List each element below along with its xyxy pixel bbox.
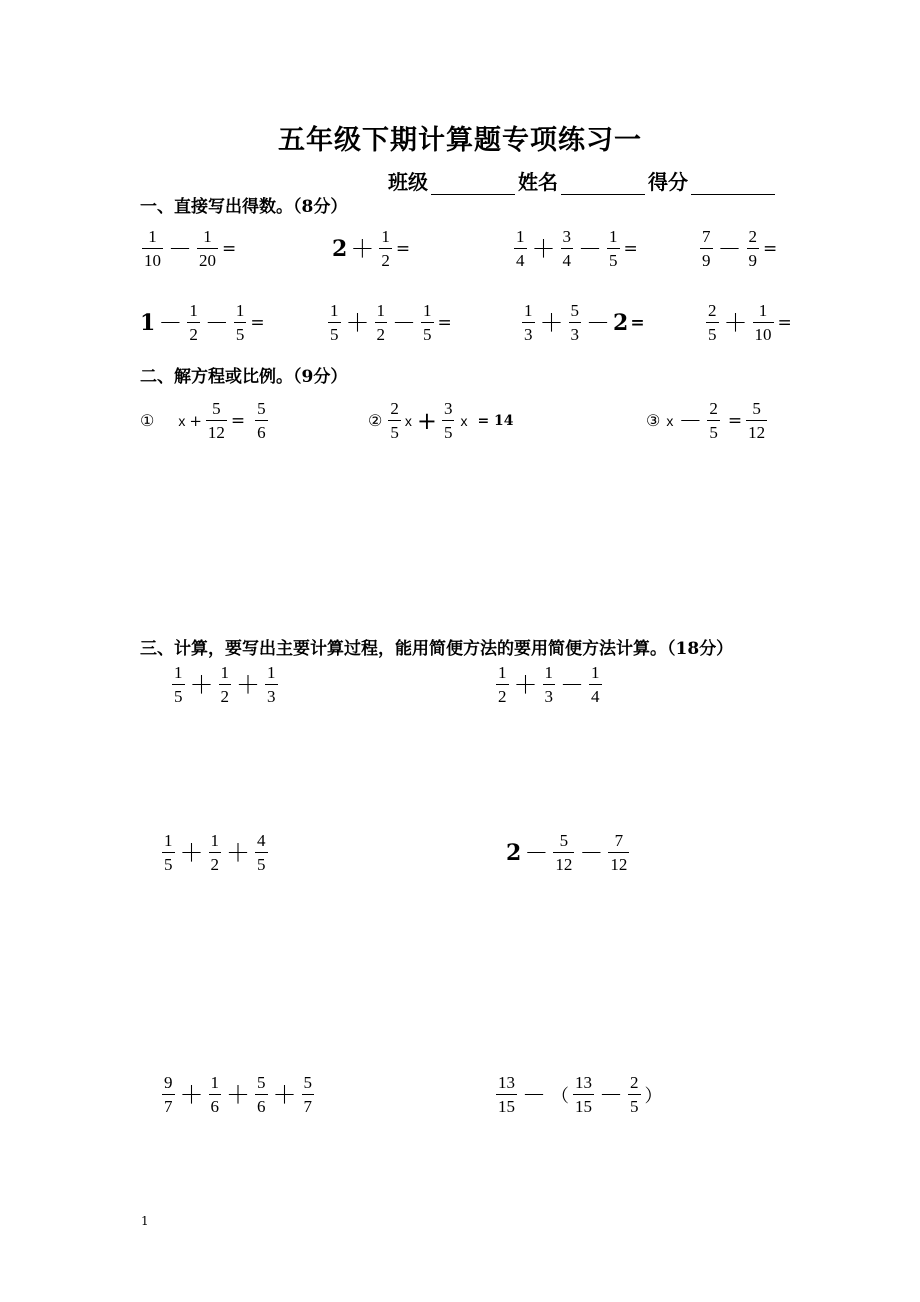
left-paren: （ bbox=[551, 1085, 569, 1107]
score-blank[interactable] bbox=[691, 174, 775, 195]
operator: － bbox=[560, 670, 584, 699]
operator: ＋ bbox=[350, 234, 375, 263]
student-info bbox=[388, 166, 778, 195]
name-label: 姓名 bbox=[518, 170, 558, 194]
operator: ＋ bbox=[189, 670, 214, 699]
fraction: $\frac{1}{2}$ bbox=[210, 831, 219, 874]
equals: = bbox=[763, 238, 778, 259]
fraction: $\frac{13}{15}$ bbox=[575, 1073, 592, 1116]
integer: 2 bbox=[332, 235, 348, 262]
problem-1-2 bbox=[332, 228, 410, 269]
operator: ＋ bbox=[179, 838, 204, 867]
fraction: $\frac{5}{6}$ bbox=[257, 1073, 266, 1116]
integer: 1 bbox=[140, 309, 156, 336]
problem-1-1 bbox=[140, 228, 236, 269]
equals: = bbox=[630, 312, 645, 333]
fraction: $\frac{1}{5}$ bbox=[609, 227, 618, 270]
fraction: $\frac{7}{12}$ bbox=[610, 831, 628, 874]
equals: = bbox=[437, 312, 452, 333]
fraction: $\frac{1}{5}$ bbox=[235, 301, 245, 344]
fraction: $\frac{1}{3}$ bbox=[524, 301, 533, 344]
fraction: $\frac{5}{3}$ bbox=[570, 301, 579, 344]
fraction: $\frac{3}{4}$ bbox=[562, 227, 571, 270]
fraction: $\frac{1}{2}$ bbox=[498, 663, 507, 706]
operator: － bbox=[599, 1080, 623, 1109]
operator: + bbox=[189, 411, 202, 430]
problem-1-5 bbox=[140, 302, 265, 343]
equals: = bbox=[230, 410, 246, 431]
operator: ＋ bbox=[723, 308, 748, 337]
equals: = bbox=[395, 238, 411, 259]
equals: = bbox=[623, 238, 638, 259]
problem-3-2 bbox=[494, 664, 604, 705]
operator: － bbox=[204, 308, 229, 337]
operator: ＋ bbox=[513, 670, 538, 699]
fraction: $\frac{1}{5}$ bbox=[330, 301, 339, 344]
operator: ＋ bbox=[531, 234, 556, 263]
fraction: $\frac{1}{5}$ bbox=[174, 663, 183, 706]
equals: = bbox=[222, 238, 237, 259]
name-blank[interactable] bbox=[561, 174, 645, 195]
operator: － bbox=[522, 1080, 546, 1109]
operator: － bbox=[158, 308, 183, 337]
operator: － bbox=[579, 838, 604, 867]
operator: + bbox=[416, 406, 437, 435]
operator: － bbox=[717, 234, 742, 263]
operator: － bbox=[578, 234, 602, 263]
variable: x bbox=[666, 412, 674, 429]
problem-2-3 bbox=[646, 400, 769, 441]
variable: x bbox=[404, 412, 412, 429]
fraction: $\frac{5}{12}$ bbox=[555, 831, 573, 874]
operator: ＋ bbox=[226, 838, 250, 867]
fraction: $\frac{2}{5}$ bbox=[708, 301, 717, 344]
problem-1-3 bbox=[512, 228, 638, 269]
fraction: $\frac{5}{6}$ bbox=[257, 399, 266, 442]
fraction: $\frac{7}{9}$ bbox=[702, 227, 711, 270]
problem-3-6 bbox=[494, 1074, 665, 1115]
fraction: $\frac{9}{7}$ bbox=[164, 1073, 173, 1116]
variable: x bbox=[460, 412, 468, 429]
fraction: $\frac{1}{10}$ bbox=[754, 301, 772, 344]
fraction: $\frac{4}{5}$ bbox=[257, 831, 266, 874]
page-number: 1 bbox=[141, 1214, 149, 1228]
fraction: $\frac{1}{3}$ bbox=[267, 663, 276, 706]
fraction: $\frac{5}{12}$ bbox=[748, 399, 766, 442]
equals: = bbox=[777, 312, 792, 333]
section3-heading: 三、计算，要写出主要计算过程，能用简便方法的要用简便方法计算。（18分） bbox=[140, 639, 734, 659]
operator: ＋ bbox=[272, 1080, 297, 1109]
fraction: $\frac{2}{5}$ bbox=[709, 399, 718, 442]
fraction: $\frac{2}{5}$ bbox=[390, 399, 399, 442]
section2-heading: 二、解方程或比例。（9分） bbox=[140, 367, 348, 387]
integer: 2 bbox=[613, 309, 629, 336]
fraction: $\frac{1}{2}$ bbox=[220, 663, 229, 706]
operator: ＋ bbox=[226, 1080, 250, 1109]
integer: 2 bbox=[506, 839, 522, 866]
problem-3-5 bbox=[160, 1074, 316, 1115]
operator: － bbox=[524, 838, 549, 867]
problem-3-3 bbox=[160, 832, 270, 873]
fraction: $\frac{2}{9}$ bbox=[748, 227, 757, 270]
marker: ② bbox=[368, 411, 383, 430]
fraction: $\frac{5}{12}$ bbox=[207, 399, 225, 442]
marker: ① bbox=[140, 411, 155, 430]
problem-1-6 bbox=[326, 302, 452, 343]
fraction: $\frac{1}{5}$ bbox=[423, 301, 432, 344]
operator: ＋ bbox=[236, 670, 260, 699]
problem-2-2 bbox=[368, 400, 514, 441]
right-paren: ） bbox=[644, 1085, 663, 1107]
fraction: $\frac{5}{7}$ bbox=[303, 1073, 312, 1116]
problem-1-7 bbox=[520, 302, 645, 343]
operator: ＋ bbox=[179, 1080, 204, 1109]
marker: ③ bbox=[646, 411, 661, 430]
fraction: $\frac{1}{2}$ bbox=[376, 301, 385, 344]
fraction: $\frac{1}{2}$ bbox=[189, 301, 198, 344]
fraction: $\frac{13}{15}$ bbox=[498, 1073, 515, 1116]
operator: － bbox=[168, 234, 192, 263]
equals: = bbox=[250, 312, 265, 333]
section1-heading: 一、直接写出得数。（8分） bbox=[140, 197, 348, 217]
fraction: $\frac{3}{5}$ bbox=[443, 399, 453, 442]
operator: － bbox=[586, 308, 610, 337]
fraction: $\frac{2}{5}$ bbox=[630, 1073, 639, 1116]
fraction: $\frac{1}{4}$ bbox=[516, 227, 525, 270]
fraction: $\frac{1}{4}$ bbox=[591, 663, 600, 706]
fraction: $\frac{1}{6}$ bbox=[210, 1073, 219, 1116]
equals: = 14 bbox=[477, 412, 514, 429]
problem-1-4 bbox=[698, 228, 777, 269]
operator: ＋ bbox=[539, 308, 564, 337]
fraction: $\frac{1}{20}$ bbox=[199, 227, 216, 270]
fraction: $\frac{1}{3}$ bbox=[544, 663, 553, 706]
problem-1-8 bbox=[704, 302, 792, 343]
page-title: 五年级下期计算题专项练习一 bbox=[278, 125, 642, 156]
class-label: 班级 bbox=[388, 170, 428, 194]
score-label: 得分 bbox=[648, 170, 688, 194]
problem-2-1 bbox=[140, 400, 270, 441]
problem-3-1 bbox=[170, 664, 280, 705]
operator: ＋ bbox=[345, 308, 370, 337]
equals: = bbox=[727, 410, 743, 431]
operator: － bbox=[392, 308, 416, 337]
fraction: $\frac{1}{10}$ bbox=[144, 227, 161, 270]
fraction: $\frac{1}{2}$ bbox=[381, 227, 390, 270]
class-blank[interactable] bbox=[431, 174, 515, 195]
problem-3-4 bbox=[506, 832, 631, 873]
variable: x bbox=[178, 412, 186, 429]
operator: － bbox=[678, 406, 703, 435]
fraction: $\frac{1}{5}$ bbox=[164, 831, 173, 874]
